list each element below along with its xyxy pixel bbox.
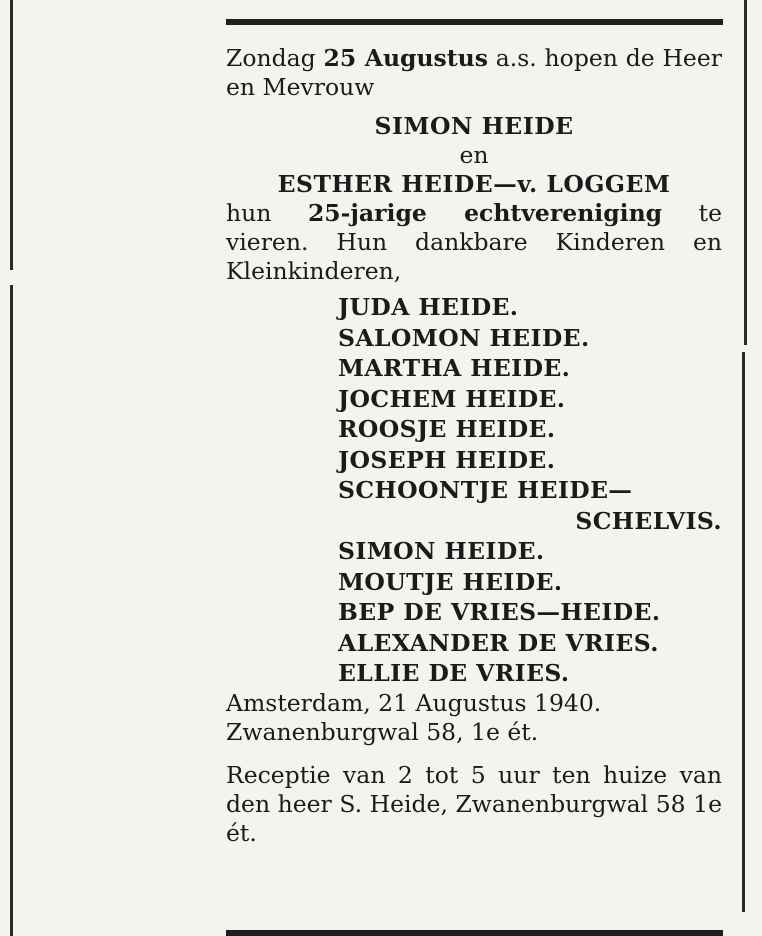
husband-name: SIMON HEIDE [374,112,574,140]
child-name: SIMON HEIDE. [338,537,545,565]
children-list [338,292,722,689]
place-date: Amsterdam, 21 Augustus 1940. [226,688,602,717]
celebration-prefix: hun [226,199,308,227]
column-rule-left-lower [10,285,13,936]
celebration-anniversary: 25-jarige echtvereniging [307,199,663,227]
notice-top-rule [226,19,723,25]
child-name-continuation: SCHELVIS. [575,506,722,535]
wife-name: ESTHER HEIDE—v. LOGGEM [277,170,671,198]
child-name: ROOSJE HEIDE. [338,415,556,443]
intro-date: 25 Augustus [323,44,488,72]
reception-paragraph: Receptie van 2 tot 5 uur ten huize van den heer S. Heide, Zwanenburgwal 58 1e ét. [226,760,722,847]
address: Zwanenburgwal 58, 1e ét. [226,717,539,746]
couple-conjunction: en [459,141,489,169]
child-name: ALEXANDER DE VRIES. [338,628,659,657]
column-rule-right-upper [744,0,747,345]
column-rule-right-lower [742,352,745,912]
intro-paragraph [226,44,722,102]
child-name: JOCHEM HEIDE. [338,384,566,413]
child-name: ELLIE DE VRIES. [338,659,570,687]
celebration-suffix: te vieren. Hun dankbare Kinderen en Kleinkinderen, [226,199,722,285]
anniversary-notice [226,44,722,848]
child-name: MARTHA HEIDE. [338,354,571,382]
child-name: SALOMON HEIDE. [338,323,590,352]
child-name: JOSEPH HEIDE. [338,445,556,474]
column-rule-left-upper [10,0,13,270]
notice-bottom-rule [226,930,723,936]
child-name: JUDA HEIDE. [338,293,519,321]
child-name: BEP DE VRIES—HEIDE. [338,598,661,626]
intro-prefix: Zondag [226,44,324,72]
intro-suffix: a.s. hopen de Heer en Mevrouw [226,44,722,101]
celebration-paragraph [226,199,722,286]
child-name: MOUTJE HEIDE. [338,567,563,596]
child-name: SCHOONTJE HEIDE— [338,476,633,504]
